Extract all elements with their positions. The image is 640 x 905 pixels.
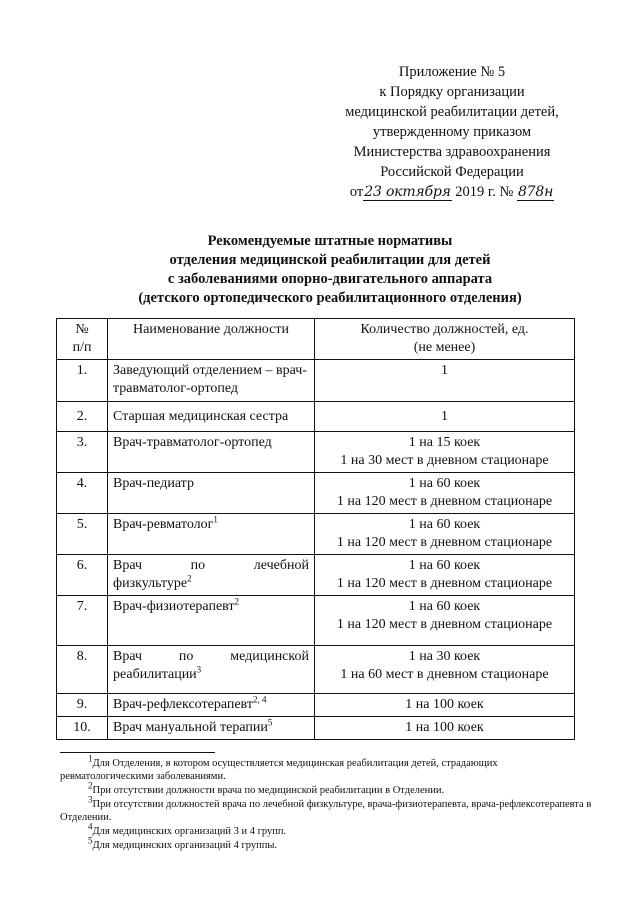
row-number: 5. <box>57 514 108 555</box>
title-line: Рекомендуемые штатные нормативы <box>207 233 453 249</box>
count-beds: 1 на 60 коек <box>408 517 481 532</box>
header-count <box>315 319 575 360</box>
row-number: 8. <box>57 646 108 694</box>
row-count <box>315 596 575 646</box>
row-count <box>315 514 575 555</box>
title-line: (детского ортопедического реабилитационного отделения) <box>138 290 522 306</box>
row-position <box>108 596 315 646</box>
row-position <box>108 555 315 596</box>
title-line: с заболеваниями опорно-двигательного аппарата <box>167 271 493 287</box>
table-header-row <box>57 319 575 360</box>
header-number-line2: п/п <box>72 340 92 355</box>
row-number: 3. <box>57 432 108 473</box>
row-position <box>108 694 315 717</box>
footnote-text: Для медицинских организаций 3 и 4 групп. <box>92 826 287 837</box>
table-row <box>57 646 575 694</box>
position-word: по <box>178 649 194 664</box>
date-year: 2019 г. № <box>455 184 514 200</box>
row-position <box>108 646 315 694</box>
row-position: Врач-травматолог-ортопед <box>108 432 315 473</box>
footnote-item <box>60 835 592 852</box>
position-text: Врач-физиотерапевт <box>113 599 235 614</box>
position-text: Врач-рефлексотерапевт <box>113 697 253 712</box>
count-beds: 1 на 60 коек <box>408 599 481 614</box>
footnote-text: Для Отделения, в котором осуществляется медицинская реабилитация детей, страдающих ревматологическими заболеваниями. <box>60 758 498 782</box>
table-row <box>57 360 575 402</box>
appendix-line: Приложение № 5 <box>398 64 506 80</box>
footnote-divider <box>60 752 215 753</box>
table-row <box>57 555 575 596</box>
count-beds: 1 на 60 коек <box>408 558 481 573</box>
handwritten-date: 23 октября <box>364 184 451 200</box>
footnote-mark: 1 <box>88 753 93 764</box>
table-row <box>57 473 575 514</box>
row-count <box>315 473 575 514</box>
title-line: отделения медицинской реабилитации для детей <box>169 252 491 268</box>
appendix-header <box>332 62 572 202</box>
row-count: 1 на 100 коек <box>315 694 575 717</box>
count-day-hospital: 1 на 30 мест в дневном стационаре <box>340 453 549 468</box>
table-row <box>57 717 575 740</box>
count-day-hospital: 1 на 60 мест в дневном стационаре <box>340 667 549 682</box>
table-row <box>57 402 575 432</box>
footnote-text: При отсутствии должностей врача по лечебной физкультуре, врача-физиотерапевта, врача-рефлексотерапевта в Отделении. <box>60 799 592 823</box>
footnotes <box>60 753 592 853</box>
position-word: физкультуре <box>113 576 188 591</box>
row-number: 6. <box>57 555 108 596</box>
count-beds: 1 на 60 коек <box>408 476 481 491</box>
position-text: Врач мануальной терапии <box>113 720 268 735</box>
position-word: медицинской <box>230 649 309 664</box>
footnote-item <box>60 780 592 797</box>
document-title <box>90 232 570 308</box>
row-position: Врач-педиатр <box>108 473 315 514</box>
footnote-text: Для медицинских организаций 4 группы. <box>92 840 278 851</box>
header-count-line2: (не менее) <box>413 340 476 355</box>
row-count: 1 <box>315 360 575 402</box>
row-position <box>108 717 315 740</box>
row-number: 1. <box>57 360 108 402</box>
row-number: 9. <box>57 694 108 717</box>
position-text-line1 <box>113 648 309 666</box>
header-position: Наименование должности <box>108 319 315 360</box>
position-word: Врач <box>113 649 143 664</box>
footnote-mark: 5 <box>88 835 93 846</box>
count-beds: 1 на 30 коек <box>408 649 481 664</box>
row-count: 1 на 100 коек <box>315 717 575 740</box>
footnote-ref: 5 <box>267 717 273 728</box>
footnote-item <box>60 753 592 783</box>
row-number: 7. <box>57 596 108 646</box>
count-beds: 1 на 15 коек <box>408 435 481 450</box>
count-day-hospital: 1 на 120 мест в дневном стационаре <box>336 617 553 632</box>
footnote-ref: 1 <box>213 514 218 525</box>
count-day-hospital: 1 на 120 мест в дневном стационаре <box>336 535 553 550</box>
appendix-line: Российской Федерации <box>380 164 524 180</box>
appendix-line: утвержденному приказом <box>372 124 532 140</box>
appendix-line: Министерства здравоохранения <box>353 144 551 160</box>
row-count <box>315 646 575 694</box>
row-position <box>108 514 315 555</box>
row-position: Заведующий отделением – врач-травматолог-ортопед <box>108 360 315 402</box>
row-number: 4. <box>57 473 108 514</box>
position-text-line1 <box>113 557 309 575</box>
handwritten-number: 878н <box>517 184 554 200</box>
position-text: Врач-ревматолог <box>113 517 214 532</box>
footnote-mark: 4 <box>88 821 93 832</box>
header-number <box>57 319 108 360</box>
footnote-ref: 2, 4 <box>252 694 267 705</box>
table-row <box>57 694 575 717</box>
header-count-line1: Количество должностей, ед. <box>360 322 529 337</box>
position-word: лечебной <box>253 558 309 573</box>
footnote-item <box>60 821 592 838</box>
row-number: 2. <box>57 402 108 432</box>
count-day-hospital: 1 на 120 мест в дневном стационаре <box>336 494 553 509</box>
appendix-line: к Порядку организации <box>379 84 525 100</box>
position-word: реабилитации <box>113 667 197 682</box>
order-date-line <box>332 182 572 202</box>
footnote-text: При отсутствии должности врача по медицинской реабилитации в Отделении. <box>92 785 445 796</box>
header-number-line1: № <box>75 322 89 337</box>
table-row <box>57 596 575 646</box>
footnote-ref: 2 <box>234 596 240 607</box>
row-position: Старшая медицинская сестра <box>108 402 315 432</box>
footnote-item <box>60 794 592 824</box>
row-count <box>315 432 575 473</box>
footnote-mark: 2 <box>88 780 93 791</box>
staffing-table <box>56 318 575 740</box>
row-number: 10. <box>57 717 108 740</box>
footnote-mark: 3 <box>88 794 93 805</box>
row-count <box>315 555 575 596</box>
appendix-line: медицинской реабилитации детей, <box>345 104 559 120</box>
footnote-ref: 2 <box>187 573 192 584</box>
table-row <box>57 514 575 555</box>
count-day-hospital: 1 на 120 мест в дневном стационаре <box>336 576 553 591</box>
position-word: по <box>190 558 206 573</box>
row-count: 1 <box>315 402 575 432</box>
position-word: Врач <box>113 558 143 573</box>
table-row <box>57 432 575 473</box>
date-prefix: от <box>349 184 364 200</box>
footnote-ref: 3 <box>196 664 202 675</box>
